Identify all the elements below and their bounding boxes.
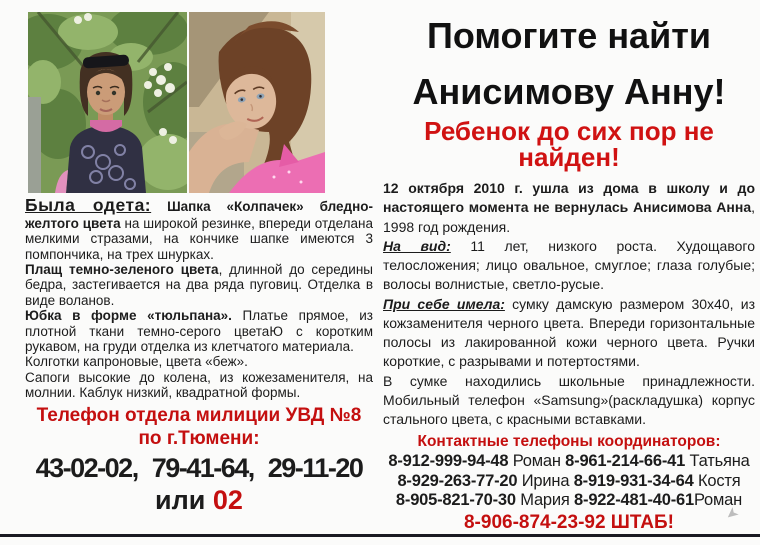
paragraph-appearance	[383, 237, 755, 295]
girl-outdoors-illustration	[28, 12, 187, 193]
paragraph-coat	[25, 262, 373, 308]
emergency-line	[25, 485, 373, 516]
belongings-text: сумку дамскую размером 30х40, из кожзаменителя черного цвета. Впереди горизонтальные полосы из лакированной кожи черного цвета. Ручки короткие, с разрывами и потертостями.	[383, 295, 756, 370]
clothing-description-section	[25, 196, 373, 516]
paragraph-bag-contents: В сумке находились школьные принадлежности. Мобильный телефон «Samsung»(раскладушка) корпус стального цвета, с красными вставками.	[383, 372, 755, 428]
paragraph-disappearance	[383, 179, 755, 237]
paragraph-skirt	[25, 308, 373, 354]
skirt-bold-text: Юбка в форме «тюльпана».	[25, 308, 232, 324]
coat-rest-text: , длинной до середины бедра, застегивается на два ряда пуговиц. Отделка в виде воланов.	[25, 262, 373, 308]
or-word: или	[155, 485, 206, 516]
photo-girl-outdoors	[28, 12, 187, 193]
appearance-label: На вид:	[383, 237, 451, 254]
poster-title-line1: Помогите найти	[427, 15, 711, 56]
announcement-section	[383, 16, 755, 534]
contact-name: Мария	[515, 491, 575, 510]
photos-row	[28, 12, 325, 193]
phone-number: 8-961-214-66-41	[565, 451, 686, 470]
paragraph-boots: Сапоги высокие до колена, из кожезаменителя, на молнии. Каблук низкий, квадратной формы.	[25, 369, 373, 401]
girl-portrait-illustration	[189, 12, 325, 193]
contact-line-1	[383, 452, 755, 472]
coat-bold-text: Плащ темно-зеленого цвета	[25, 262, 219, 278]
emergency-number: 02	[212, 485, 243, 516]
photo-girl-portrait	[189, 12, 325, 193]
contact-name: Роман	[508, 451, 566, 470]
belongings-label: При себе имела:	[383, 295, 505, 312]
disappearance-bold-text: 12 октября 2010 г. ушла из дома в школу и до настоящего момента не вернулась Анисимова Анна	[383, 180, 755, 216]
phone-number: 8-929-263-77-20	[397, 471, 518, 490]
hat-rest-text: на широкой резинке, впереди отделана мелкими стразами, на кончике шапке имеются 3 помпончика, на трех шнурках.	[25, 215, 373, 262]
coordinator-contacts	[383, 432, 755, 534]
police-phone-numbers: 43-02-02, 79-41-64, 29-11-20	[35, 453, 363, 484]
appearance-text: 11 лет, низкого роста. Худощавого телосложения; лицо овальное, смуглое; глаза голубые; волосы волнистые, светло-русые.	[383, 237, 755, 293]
phone-number: 8-912-999-94-48	[388, 451, 509, 470]
disappearance-rest-text: , 1998 год рождения.	[383, 199, 755, 235]
hq-phone: 8-906-874-23-92 ШТАБ!	[463, 512, 675, 534]
contact-name: Роман	[693, 491, 743, 510]
phone-number: 8-919-931-34-64	[573, 471, 694, 490]
hat-bold-text: Шапка «Колпачек» бледно-желтого цвета	[25, 199, 374, 231]
police-phone-heading: Телефон отдела милиции УВД №8 по г.Тюмени:	[36, 405, 362, 449]
bottom-divider	[0, 534, 760, 537]
phone-number: 8-905-821-70-30	[395, 491, 516, 510]
paragraph-belongings	[383, 295, 755, 372]
not-found-alert: Ребенок до сих пор не найден!	[424, 116, 714, 173]
phone-number: 8-922-481-40-61	[574, 491, 694, 510]
was-wearing-label: Была одета:	[25, 195, 152, 215]
contact-name: Костя	[693, 471, 741, 490]
contact-line-2	[383, 472, 755, 492]
paragraph-was-wearing-hat	[25, 196, 373, 262]
contact-name: Татьяна	[685, 451, 750, 470]
skirt-rest-text: Платье прямое, из плотной ткани темно-серого цветаЮ с коротким рукавом, на груди отделка из клетчатого материала.	[25, 308, 374, 354]
contact-name: Ирина	[517, 471, 574, 490]
contacts-heading: Контактные телефоны координаторов:	[417, 433, 721, 451]
case-details	[383, 179, 755, 429]
contact-line-3	[383, 491, 755, 511]
slide-pointer-icon: ➤	[721, 503, 743, 525]
poster-title-line2: Анисимову Анну!	[412, 70, 726, 112]
paragraph-tights: Колготки капроновые, цвета «беж».	[25, 354, 248, 370]
